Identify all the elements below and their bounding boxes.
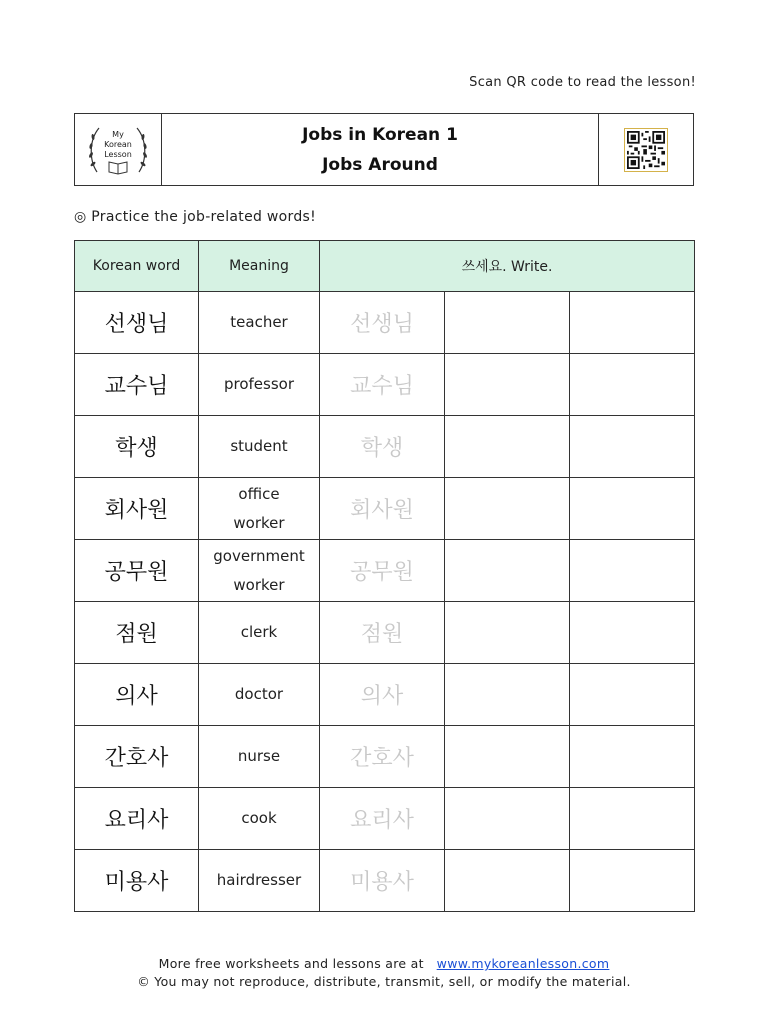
write-cell[interactable] (445, 292, 570, 354)
header-write: 쓰세요. Write. (320, 241, 695, 292)
table-row (75, 354, 695, 416)
trace-word: 요리사 (320, 788, 445, 850)
my-korean-lesson-logo (83, 120, 153, 180)
write-cell[interactable] (570, 726, 695, 788)
trace-word: 교수님 (320, 354, 445, 416)
logo-word-my: My (112, 129, 124, 139)
meaning (199, 478, 320, 540)
korean-word: 점원 (75, 602, 199, 664)
table-row (75, 726, 695, 788)
write-cell[interactable] (570, 850, 695, 912)
title-cell (162, 114, 598, 185)
footer (0, 955, 768, 991)
meaning: teacher (199, 292, 320, 354)
write-cell[interactable] (445, 416, 570, 478)
write-cell[interactable] (570, 416, 695, 478)
table-row (75, 602, 695, 664)
qr-scan-note: Scan QR code to read the lesson! (469, 75, 696, 90)
write-cell[interactable] (445, 788, 570, 850)
write-cell[interactable] (445, 726, 570, 788)
meaning-text: office worker (233, 484, 285, 532)
qr-code-icon[interactable] (624, 128, 668, 172)
write-cell[interactable] (445, 540, 570, 602)
meaning: nurse (199, 726, 320, 788)
korean-word: 요리사 (75, 788, 199, 850)
table-row (75, 664, 695, 726)
write-cell[interactable] (570, 788, 695, 850)
trace-word: 학생 (320, 416, 445, 478)
website-link[interactable]: www.mykoreanlesson.com (436, 956, 610, 971)
meaning: student (199, 416, 320, 478)
footer-line-1 (0, 955, 768, 973)
meaning: hairdresser (199, 850, 320, 912)
header-meaning: Meaning (199, 241, 320, 292)
qr-cell (598, 114, 693, 185)
trace-word: 공무원 (320, 540, 445, 602)
korean-word: 회사원 (75, 478, 199, 540)
korean-word: 교수님 (75, 354, 199, 416)
table-row (75, 292, 695, 354)
meaning: clerk (199, 602, 320, 664)
trace-word: 선생님 (320, 292, 445, 354)
write-cell[interactable] (570, 664, 695, 726)
meaning (199, 540, 320, 602)
write-cell[interactable] (570, 292, 695, 354)
write-cell[interactable] (445, 354, 570, 416)
meaning: doctor (199, 664, 320, 726)
worksheet-header (74, 113, 694, 186)
korean-word: 학생 (75, 416, 199, 478)
korean-word: 공무원 (75, 540, 199, 602)
write-cell[interactable] (570, 540, 695, 602)
table-row (75, 850, 695, 912)
instruction-text: ◎ Practice the job-related words! (74, 209, 317, 225)
vocabulary-table (74, 240, 695, 912)
logo-word-lesson: Lesson (104, 149, 132, 159)
write-cell[interactable] (445, 602, 570, 664)
table-header-row (75, 241, 695, 292)
logo-cell (75, 114, 162, 185)
worksheet-title: Jobs in Korean 1 (302, 124, 458, 145)
logo-word-korean: Korean (104, 139, 132, 149)
korean-word: 선생님 (75, 292, 199, 354)
table-row (75, 416, 695, 478)
worksheet-subtitle: Jobs Around (322, 154, 438, 175)
trace-word: 점원 (320, 602, 445, 664)
header-korean-word: Korean word (75, 241, 199, 292)
footer-prefix: More free worksheets and lessons are at (158, 956, 424, 971)
book-icon (109, 162, 127, 174)
meaning: professor (199, 354, 320, 416)
trace-word: 미용사 (320, 850, 445, 912)
trace-word: 의사 (320, 664, 445, 726)
write-cell[interactable] (445, 850, 570, 912)
meaning-text: government worker (213, 546, 305, 594)
write-cell[interactable] (570, 602, 695, 664)
trace-word: 간호사 (320, 726, 445, 788)
write-cell[interactable] (445, 478, 570, 540)
table-row (75, 540, 695, 602)
write-cell[interactable] (445, 664, 570, 726)
table-row (75, 788, 695, 850)
write-cell[interactable] (570, 478, 695, 540)
meaning: cook (199, 788, 320, 850)
korean-word: 미용사 (75, 850, 199, 912)
korean-word: 간호사 (75, 726, 199, 788)
write-cell[interactable] (570, 354, 695, 416)
copyright-notice: © You may not reproduce, distribute, transmit, sell, or modify the material. (137, 974, 631, 989)
korean-word: 의사 (75, 664, 199, 726)
table-row (75, 478, 695, 540)
trace-word: 회사원 (320, 478, 445, 540)
